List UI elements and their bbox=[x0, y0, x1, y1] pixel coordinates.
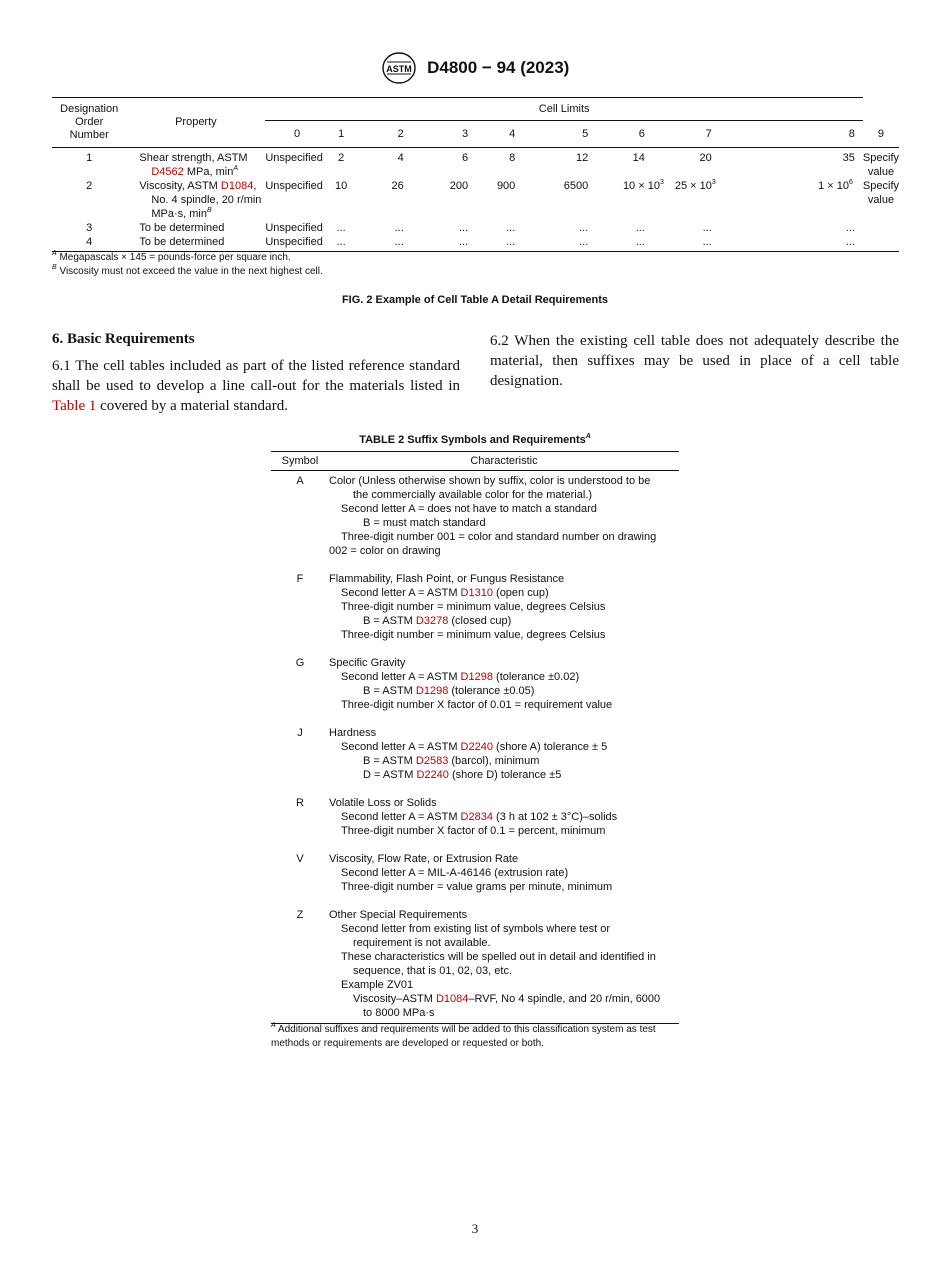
suffix-group-a bbox=[271, 474, 679, 558]
astm-reference-link[interactable]: D1298 bbox=[460, 671, 493, 683]
limit-col-3: 3 bbox=[434, 121, 468, 148]
suffix-requirement-line bbox=[329, 852, 679, 866]
requirement-text: Volatile Loss or Solids bbox=[329, 797, 437, 809]
suffix-requirement-line bbox=[329, 908, 679, 922]
suffix-group-f bbox=[271, 572, 679, 642]
paragraph-6-2: 6.2 When the existing cell table does not adequately describe the material, then suffixes may be used in place of a cell table designation. bbox=[490, 333, 899, 389]
limit-col-8: 8 bbox=[716, 121, 863, 148]
suffix-symbol: V bbox=[296, 853, 304, 865]
table-row: 3 To be determined Unspecified ... ... ... ... ... ... ... ... bbox=[86, 222, 855, 234]
suffix-requirement-line bbox=[329, 978, 679, 992]
requirement-text: These characteristics will be spelled out in detail and identified in bbox=[341, 951, 656, 963]
fig2-footnote-a: $^A$ Megapascals × 145 = pounds-force per square inch. bbox=[52, 250, 291, 263]
suffix-requirement-line bbox=[329, 628, 679, 642]
suffix-requirement-line bbox=[329, 516, 679, 530]
requirement-text: to 8000 MPa·s bbox=[363, 1007, 435, 1019]
requirement-text: Three-digit number X factor of 0.1 = percent, minimum bbox=[341, 825, 606, 837]
suffix-requirement-line bbox=[329, 502, 679, 516]
suffix-table-body bbox=[271, 471, 679, 1024]
table-row: 2 Viscosity, ASTM D1084, No. 4 spindle, 20 r/min MPa·s, $\min^B$ Unspecified 10 26 200 900 6500 $10 \times 10^3$ $25 \times 10^3$ $1 \times 10^6$ Specify value bbox=[86, 179, 899, 220]
astm-logo-icon bbox=[381, 52, 417, 84]
suffix-requirement-line bbox=[329, 810, 679, 824]
suffix-symbol: F bbox=[296, 573, 304, 585]
requirement-text: (3 h at 102 ± 3°C)–solids bbox=[492, 811, 618, 823]
suffix-requirement-line bbox=[329, 992, 679, 1006]
suffix-requirement-line bbox=[329, 768, 679, 782]
suffix-requirement-line bbox=[329, 684, 679, 698]
astm-reference-link[interactable]: D2834 bbox=[460, 811, 493, 823]
requirement-text: (tolerance ±0.05) bbox=[448, 685, 535, 697]
limit-col-7: 7 bbox=[674, 121, 716, 148]
suffix-requirement-line bbox=[329, 754, 679, 768]
requirement-text: (tolerance ±0.02) bbox=[492, 671, 580, 683]
astm-d1084-link[interactable]: D1084 bbox=[220, 180, 254, 192]
suffix-requirement-line bbox=[329, 824, 679, 838]
characteristic-header: Characteristic bbox=[470, 455, 538, 467]
suffix-requirement-line bbox=[329, 544, 679, 558]
cell-limits-header: Cell Limits bbox=[265, 98, 863, 121]
table2-footnote: $^A$ Additional suffixes and requirements will be added to this classification system as test methods or requirements are developed or requested or both. bbox=[271, 1022, 656, 1049]
suffix-group-z bbox=[271, 908, 679, 1020]
requirement-text: D = ASTM bbox=[363, 769, 417, 781]
limit-col-6: 6 bbox=[588, 121, 674, 148]
document-designation: D4800 − 94 (2023) bbox=[427, 58, 570, 77]
table-1-link[interactable]: Table 1 bbox=[52, 398, 97, 414]
astm-logo-text: ASTM bbox=[385, 64, 412, 74]
astm-reference-link[interactable]: D1310 bbox=[460, 587, 493, 599]
requirement-text: (closed cup) bbox=[448, 615, 512, 627]
suffix-symbol: A bbox=[296, 475, 304, 487]
requirement-text: Three-digit number = minimum value, degrees Celsius bbox=[341, 629, 606, 641]
requirement-text: 002 = color on drawing bbox=[329, 545, 441, 557]
suffix-requirement-line bbox=[329, 614, 679, 628]
fig2-footnote-b: $^B$ Viscosity must not exceed the value in the next highest cell. bbox=[52, 264, 323, 277]
suffix-table bbox=[271, 451, 679, 1024]
section-heading: 6. Basic Requirements bbox=[52, 331, 195, 347]
suffix-requirement-line bbox=[329, 726, 679, 740]
suffix-requirement-line bbox=[329, 572, 679, 586]
requirement-text: Three-digit number = minimum value, degrees Celsius bbox=[341, 601, 606, 613]
suffix-requirement-line bbox=[329, 586, 679, 600]
requirement-text: the commercially available color for the material.) bbox=[353, 489, 593, 501]
astm-reference-link[interactable]: D1084 bbox=[435, 993, 469, 1005]
page-header bbox=[0, 52, 950, 84]
requirement-text: Three-digit number 001 = color and standard number on drawing bbox=[341, 531, 657, 543]
suffix-requirement-line bbox=[329, 1006, 679, 1020]
requirement-text: Second letter A = ASTM bbox=[341, 587, 461, 599]
requirement-text: Viscosity, Flow Rate, or Extrusion Rate bbox=[329, 853, 519, 865]
suffix-requirement-line bbox=[329, 866, 679, 880]
limit-col-9: 9 bbox=[863, 121, 899, 148]
requirement-text: (barcol), minimum bbox=[448, 755, 540, 767]
suffix-symbol: J bbox=[297, 727, 303, 739]
requirement-text: Other Special Requirements bbox=[329, 909, 468, 921]
suffix-requirement-line bbox=[329, 936, 679, 950]
suffix-table-header bbox=[271, 451, 679, 471]
suffix-requirement-line bbox=[329, 950, 679, 964]
requirement-text: Three-digit number X factor of 0.01 = requirement value bbox=[341, 699, 613, 711]
requirement-text: Second letter A = ASTM bbox=[341, 741, 461, 753]
requirement-text: Second letter A = MIL-A-46146 (extrusion rate) bbox=[341, 867, 569, 879]
suffix-group-v bbox=[271, 852, 679, 894]
requirement-text: Flammability, Flash Point, or Fungus Resistance bbox=[329, 573, 565, 585]
page-number: 3 bbox=[471, 1221, 479, 1236]
suffix-requirement-line bbox=[329, 796, 679, 810]
suffix-group-r bbox=[271, 796, 679, 838]
requirement-text: (shore D) tolerance ±5 bbox=[448, 769, 562, 781]
requirement-text: Color (Unless otherwise shown by suffix, color is understood to be bbox=[329, 475, 651, 487]
suffix-requirement-line bbox=[329, 656, 679, 670]
requirement-text: Hardness bbox=[329, 727, 377, 739]
suffix-group-j bbox=[271, 726, 679, 782]
astm-reference-link[interactable]: D2240 bbox=[416, 769, 449, 781]
suffix-requirement-line bbox=[329, 670, 679, 684]
table-row: 4 To be determined Unspecified ... ... ... ... ... ... ... ... bbox=[52, 235, 899, 252]
suffix-group-g bbox=[271, 656, 679, 712]
requirement-text: requirement is not available. bbox=[353, 937, 491, 949]
table-row: 1 Shear strength, ASTM D4562 MPa, $\min^A$ Unspecified 2 4 6 8 12 14 20 35 Specify value bbox=[86, 152, 899, 178]
requirement-text: Three-digit number = value grams per minute, minimum bbox=[341, 881, 613, 893]
suffix-requirement-line bbox=[329, 880, 679, 894]
requirement-text: (shore A) tolerance ± 5 bbox=[492, 741, 608, 753]
suffix-symbol: G bbox=[295, 657, 305, 669]
requirement-text: sequence, that is 01, 02, 03, etc. bbox=[353, 965, 512, 977]
requirement-text: B = ASTM bbox=[363, 755, 416, 767]
figure-caption: FIG. 2 Example of Cell Table A Detail Requirements bbox=[341, 294, 609, 306]
symbol-header: Symbol bbox=[281, 455, 319, 467]
suffix-requirement-line bbox=[329, 488, 679, 502]
paragraph-6-1: 6.1 The cell tables included as part of the listed reference standard shall be used to develop a line call-out for the materials listed in Table 1 covered by a material standard. bbox=[52, 358, 460, 414]
designation-order-header: Designation Order Number bbox=[52, 98, 126, 148]
limit-col-2: 2 bbox=[354, 121, 434, 148]
requirement-text: B = ASTM bbox=[363, 685, 416, 697]
requirement-text: B = must match standard bbox=[363, 517, 486, 529]
requirement-text: Second letter A = ASTM bbox=[341, 671, 461, 683]
suffix-symbol: Z bbox=[296, 909, 304, 921]
suffix-symbol: R bbox=[296, 797, 304, 809]
suffix-requirement-line bbox=[329, 600, 679, 614]
astm-reference-link[interactable]: D2583 bbox=[415, 755, 449, 767]
suffix-requirement-line bbox=[329, 740, 679, 754]
suffix-requirement-line bbox=[329, 474, 679, 488]
requirement-text: Second letter A = does not have to match a standard bbox=[341, 503, 597, 515]
requirement-text: Example ZV01 bbox=[341, 979, 414, 991]
suffix-requirement-line bbox=[329, 698, 679, 712]
suffix-requirement-line bbox=[329, 530, 679, 544]
astm-d4562-link[interactable]: D4562 bbox=[151, 166, 184, 178]
requirement-text: Second letter A = ASTM bbox=[341, 811, 461, 823]
limit-col-4: 4 bbox=[468, 121, 553, 148]
limit-col-5: 5 bbox=[553, 121, 588, 148]
cell-table-a bbox=[52, 97, 899, 252]
requirement-text: B = ASTM bbox=[363, 615, 416, 627]
table2-title: TABLE 2 Suffix Symbols and Requirements$^A$ bbox=[359, 433, 591, 446]
requirement-text: Second letter from existing list of symbols where test or bbox=[341, 923, 610, 935]
astm-reference-link[interactable]: D1298 bbox=[415, 685, 449, 697]
astm-reference-link[interactable]: D2240 bbox=[460, 741, 493, 753]
requirement-text: Specific Gravity bbox=[329, 657, 406, 669]
suffix-requirement-line bbox=[329, 922, 679, 936]
requirement-text: (open cup) bbox=[492, 587, 549, 599]
property-header: Property bbox=[126, 98, 265, 148]
limit-col-1: 1 bbox=[329, 121, 354, 148]
astm-reference-link[interactable]: D3278 bbox=[415, 615, 449, 627]
requirement-text: Viscosity–ASTM bbox=[353, 993, 436, 1005]
limit-col-0: 0 bbox=[265, 121, 328, 148]
suffix-requirement-line bbox=[329, 964, 679, 978]
requirement-text: –RVF, No 4 spindle, and 20 r/min, 6000 bbox=[468, 993, 661, 1005]
